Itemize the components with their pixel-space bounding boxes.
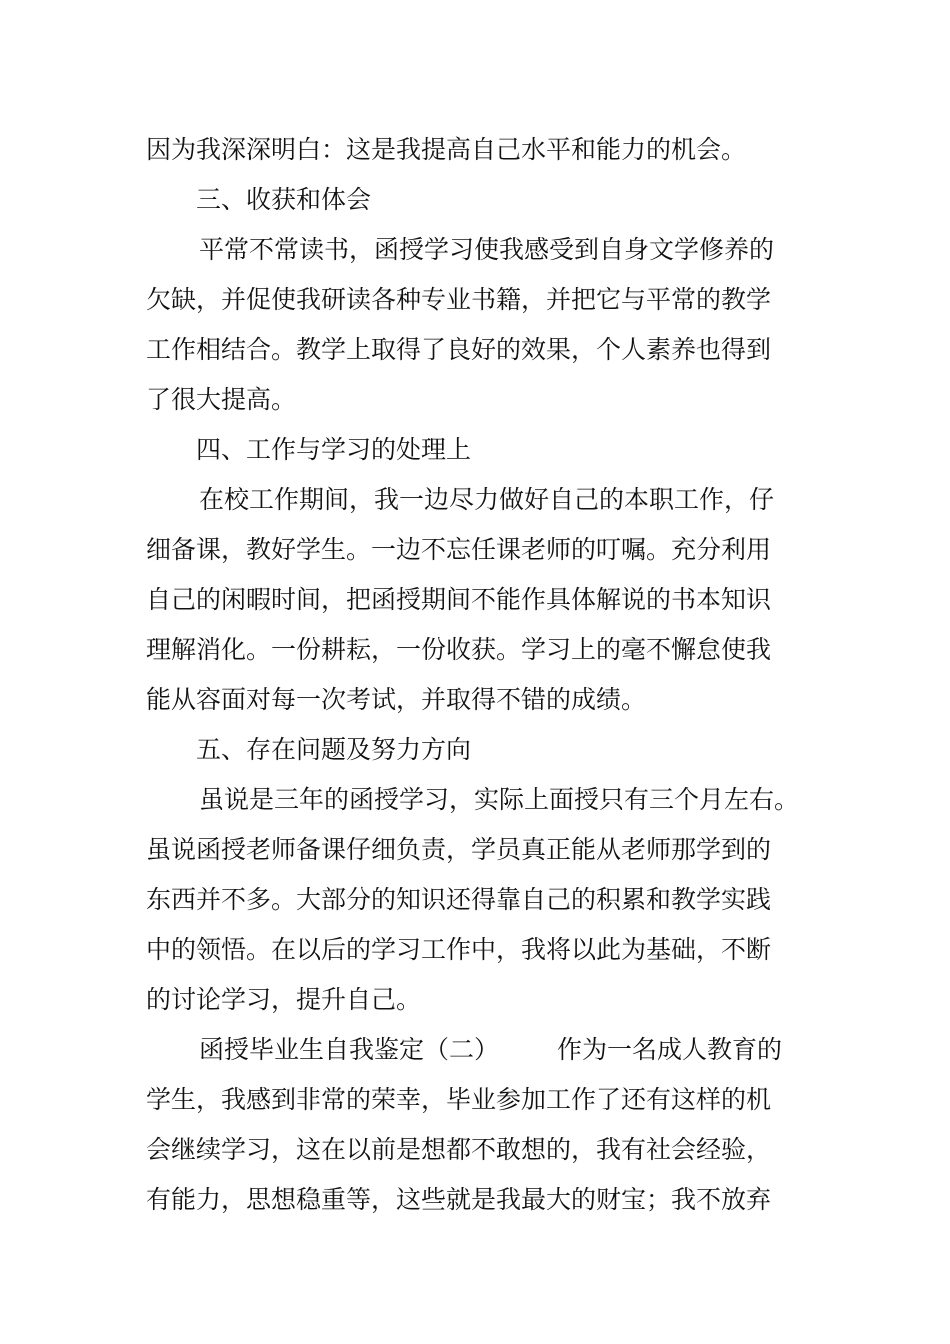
document-subtitle-line [199, 1033, 782, 1067]
paragraph-start: 作为一名成人教育的 [557, 1035, 783, 1064]
text-line: 有能力，思想稳重等，这些就是我最大的财宝；我不放弃 [146, 1185, 772, 1214]
text-line: 会继续学习，这在以前是想都不敢想的，我有社会经验， [146, 1135, 772, 1164]
text-line: 能从容面对每一次考试，并取得不错的成绩。 [146, 685, 647, 714]
text-line: 欠缺，并促使我研读各种专业书籍，并把它与平常的教学 [146, 285, 772, 314]
text-line: 自己的闲暇时间，把函授期间不能作具体解说的书本知识 [146, 585, 772, 614]
text-line: 因为我深深明白：这是我提高自己水平和能力的机会。 [146, 135, 747, 164]
section-heading: 三、收获和体会 [196, 185, 372, 214]
text-line: 学生，我感到非常的荣幸，毕业参加工作了还有这样的机 [146, 1085, 772, 1114]
text-line: 虽说函授老师备课仔细负责，学员真正能从老师那学到的 [146, 835, 772, 864]
text-line: 中的领悟。在以后的学习工作中，我将以此为基础，不断 [146, 935, 772, 964]
paragraph-first-line: 平常不常读书，函授学习使我感受到自身文学修养的 [199, 235, 775, 264]
document-subtitle: 函授毕业生自我鉴定（二） [199, 1035, 500, 1064]
section-heading: 四、工作与学习的处理上 [196, 435, 472, 464]
section-heading: 五、存在问题及努力方向 [196, 735, 472, 764]
text-line: 的讨论学习，提升自己。 [146, 985, 422, 1014]
text-line: 细备课，教好学生。一边不忘任课老师的叮嘱。充分利用 [146, 535, 772, 564]
text-line: 理解消化。一份耕耘，一份收获。学习上的毫不懈怠使我 [146, 635, 772, 664]
text-line: 工作相结合。教学上取得了良好的效果，个人素养也得到 [146, 335, 772, 364]
text-line: 东西并不多。大部分的知识还得靠自己的积累和教学实践 [146, 885, 772, 914]
text-line: 了很大提高。 [146, 385, 297, 414]
paragraph-first-line: 虽说是三年的函授学习，实际上面授只有三个月左右。 [199, 785, 800, 814]
paragraph-first-line: 在校工作期间，我一边尽力做好自己的本职工作，仔 [199, 485, 775, 514]
